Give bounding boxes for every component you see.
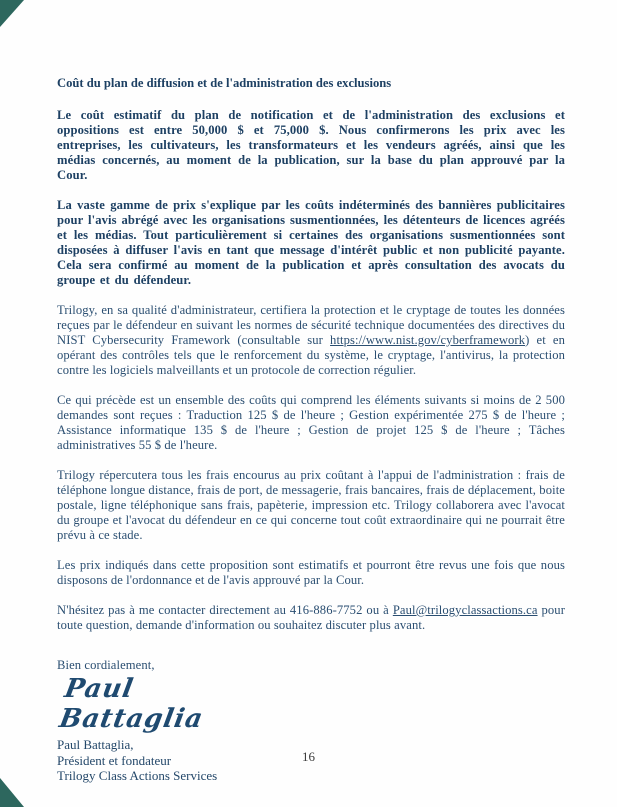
- paragraph-data-security-text-after: ) et en opérant des contrôles tels que le renforcement du système, le cryptage, l'antivirus, la protection contre les logiciels malveillants et un protocole de correction régulier.: [57, 333, 565, 377]
- paragraph-contact-text-before: N'hésitez pas à me contacter directement au 416-886-7752 ou à: [57, 603, 393, 617]
- paragraph-estimate-revision: Les prix indiqués dans cette proposition sont estimatifs et pourront être revus une fois que nous disposons de l'ordonnance et de l'avis approuvé par la Cour.: [57, 558, 565, 587]
- corner-fold-top-left-icon: [0, 0, 24, 27]
- paragraph-cost-estimate: Le coût estimatif du plan de notification et de l'administration des exclusions et oppositions est entre 50,000 $ et 75,000 $. Nous confirmerons les prix avec les entreprises, les cultivateurs, les transformateurs et les vendeurs agréés, ainsi que les médias concernés, au moment de la publication, sur la base du plan approuvé par la Cour.: [57, 108, 565, 182]
- paragraph-price-range: La vaste gamme de prix s'explique par les coûts indéterminés des bannières publicitaires pour l'avis abrégé avec les organisations susmentionnées, les détenteurs de licences agréés et les médias. Tout particulièrement si certaines des organisations susmentionnées sont disposées à diffuser l'avis en tant que message d'intérêt public et non publicité payante. Cela sera confirmé au moment de la publication et après consultation des avocats du groupe et du défendeur.: [57, 198, 565, 287]
- paragraph-passthrough-expenses: Trilogy répercutera tous les frais encourus au prix coûtant à l'appui de l'administration : frais de téléphone longue distance, frais de port, de messagerie, frais bancaires, frais de déplacement, boite postale, ligne téléphonique sans frais, papèterie, impression etc. Trilogy collaborera avec l'avocat du groupe et l'avocat du défendeur en ce qui concerne tout coût extraordinaire qui ne pourrait être prévu à ce stade.: [57, 468, 565, 542]
- paragraph-data-security-text-before: Trilogy, en sa qualité d'administrateur, certifiera la protection et le cryptage de toutes les données reçues par le défendeur en suivant les normes de sécurité technique documentées des directives du NIST Cybersecurity Framework (consultable sur: [57, 303, 565, 347]
- paragraph-contact-text-after: pour toute question, demande d'information ou souhaitez discuter plus avant.: [57, 603, 565, 632]
- paragraph-contact: [57, 603, 565, 633]
- page-number: 16: [302, 749, 315, 764]
- corner-fold-bottom-left-icon: [0, 778, 24, 807]
- signer-title: Président et fondateur: [57, 752, 172, 768]
- letter-body: [57, 76, 565, 784]
- paragraph-hourly-rates: Ce qui précède est un ensemble des coûts qui comprend les éléments suivants si moins de 2 500 demandes sont reçues : Traduction 125 $ de l'heure ; Gestion expérimentée 275 $ de l'heure ; Assistance informatique 135 $ de l'heure ; Gestion de projet 125 $ de l'heure ; Tâches administratives 55 $ de l'heure.: [57, 393, 565, 452]
- section-heading: Coût du plan de diffusion et de l'administration des exclusions: [57, 76, 392, 90]
- handwritten-signature: Paul Battaglia: [57, 674, 206, 734]
- signer-name: Paul Battaglia,: [57, 737, 134, 752]
- signer-company: Trilogy Class Actions Services: [57, 768, 218, 783]
- email-link[interactable]: Paul@trilogyclassactions.ca: [392, 603, 538, 617]
- paragraph-data-security: [57, 303, 565, 378]
- nist-framework-link[interactable]: https://www.nist.gov/cyberframework: [330, 333, 526, 347]
- closing-salutation: Bien cordialement,: [57, 658, 155, 672]
